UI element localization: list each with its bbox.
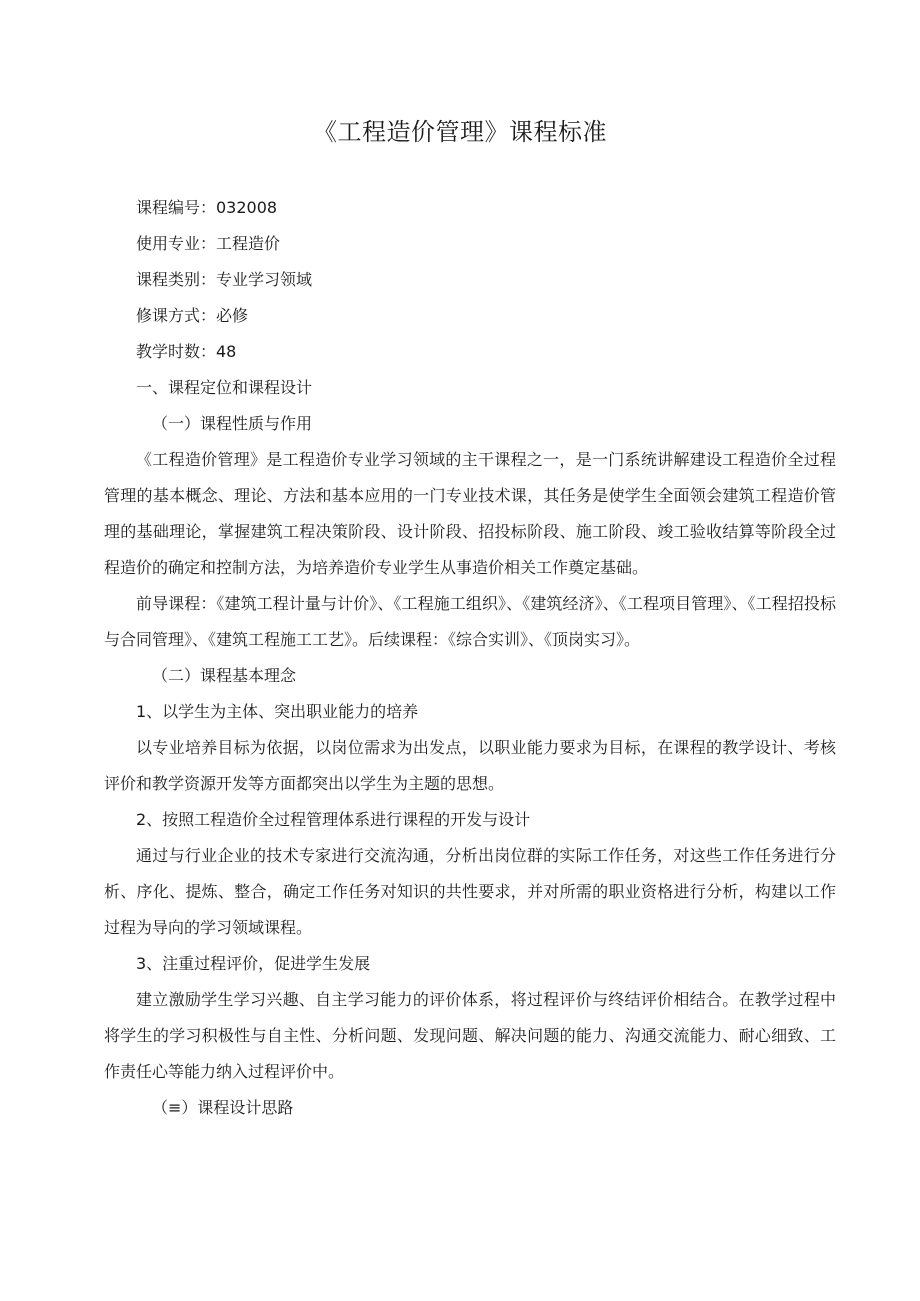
- subsection-heading-1: （一）课程性质与作用: [152, 414, 313, 433]
- item-paragraph-1: 以专业培养目标为依据，以岗位需求为出发点，以职业能力要求为目标，在课程的教学设计、考核评价和教学资源开发等方面都突出以学生为主题的思想。: [104, 738, 836, 793]
- subsection-heading-3: （≡）课程设计思路: [152, 1098, 294, 1117]
- item-heading-3: 3、注重过程评价，促进学生发展: [136, 954, 371, 973]
- item-heading-2: 2、按照工程造价全过程管理体系进行课程的开发与设计: [136, 810, 531, 829]
- item-heading-1: 1、以学生为主体、突出职业能力的培养: [136, 702, 419, 721]
- paragraph-prerequisites: 前导课程：《建筑工程计量与计价》、《工程施工组织》、《建筑经济》、《工程项目管理》、《工程招投标与合同管理》、《建筑工程施工工艺》。后续课程：《综合实训》、《顶岗实习》。: [104, 594, 836, 649]
- document-title: 《工程造价管理》课程标准: [313, 118, 607, 146]
- meta-hours: 教学时数：48: [136, 342, 237, 361]
- item-paragraph-3: 建立激励学生学习兴趣、自主学习能力的评价体系，将过程评价与终结评价相结合。在教学过程中将学生的学习积极性与自主性、分析问题、发现问题、解决问题的能力、沟通交流能力、耐心细致、工作责任心等能力纳入过程评价中。: [104, 990, 836, 1081]
- meta-major: 使用专业：工程造价: [136, 234, 281, 253]
- section-heading-1: 一、课程定位和课程设计: [136, 378, 313, 397]
- meta-category: 课程类别：专业学习领域: [136, 270, 313, 289]
- meta-study-mode: 修课方式：必修: [136, 306, 249, 325]
- item-paragraph-2: 通过与行业企业的技术专家进行交流沟通，分析出岗位群的实际工作任务，对这些工作任务进行分析、序化、提炼、整合，确定工作任务对知识的共性要求，并对所需的职业资格进行分析，构建以工作过程为导向的学习领域课程。: [104, 846, 836, 937]
- subsection-heading-2: （二）课程基本理念: [152, 666, 297, 685]
- paragraph-course-nature: 《工程造价管理》是工程造价专业学习领域的主干课程之一，是一门系统讲解建设工程造价全过程管理的基本概念、理论、方法和基本应用的一门专业技术课，其任务是使学生全面领会建筑工程造价管理的基础理论，掌握建筑工程决策阶段、设计阶段、招投标阶段、施工阶段、竣工验收结算等阶段全过程造价的确定和控制方法，为培养造价专业学生从事造价相关工作奠定基础。: [104, 450, 836, 577]
- meta-course-code: 课程编号：032008: [136, 198, 278, 217]
- document-body: [96, 190, 836, 1126]
